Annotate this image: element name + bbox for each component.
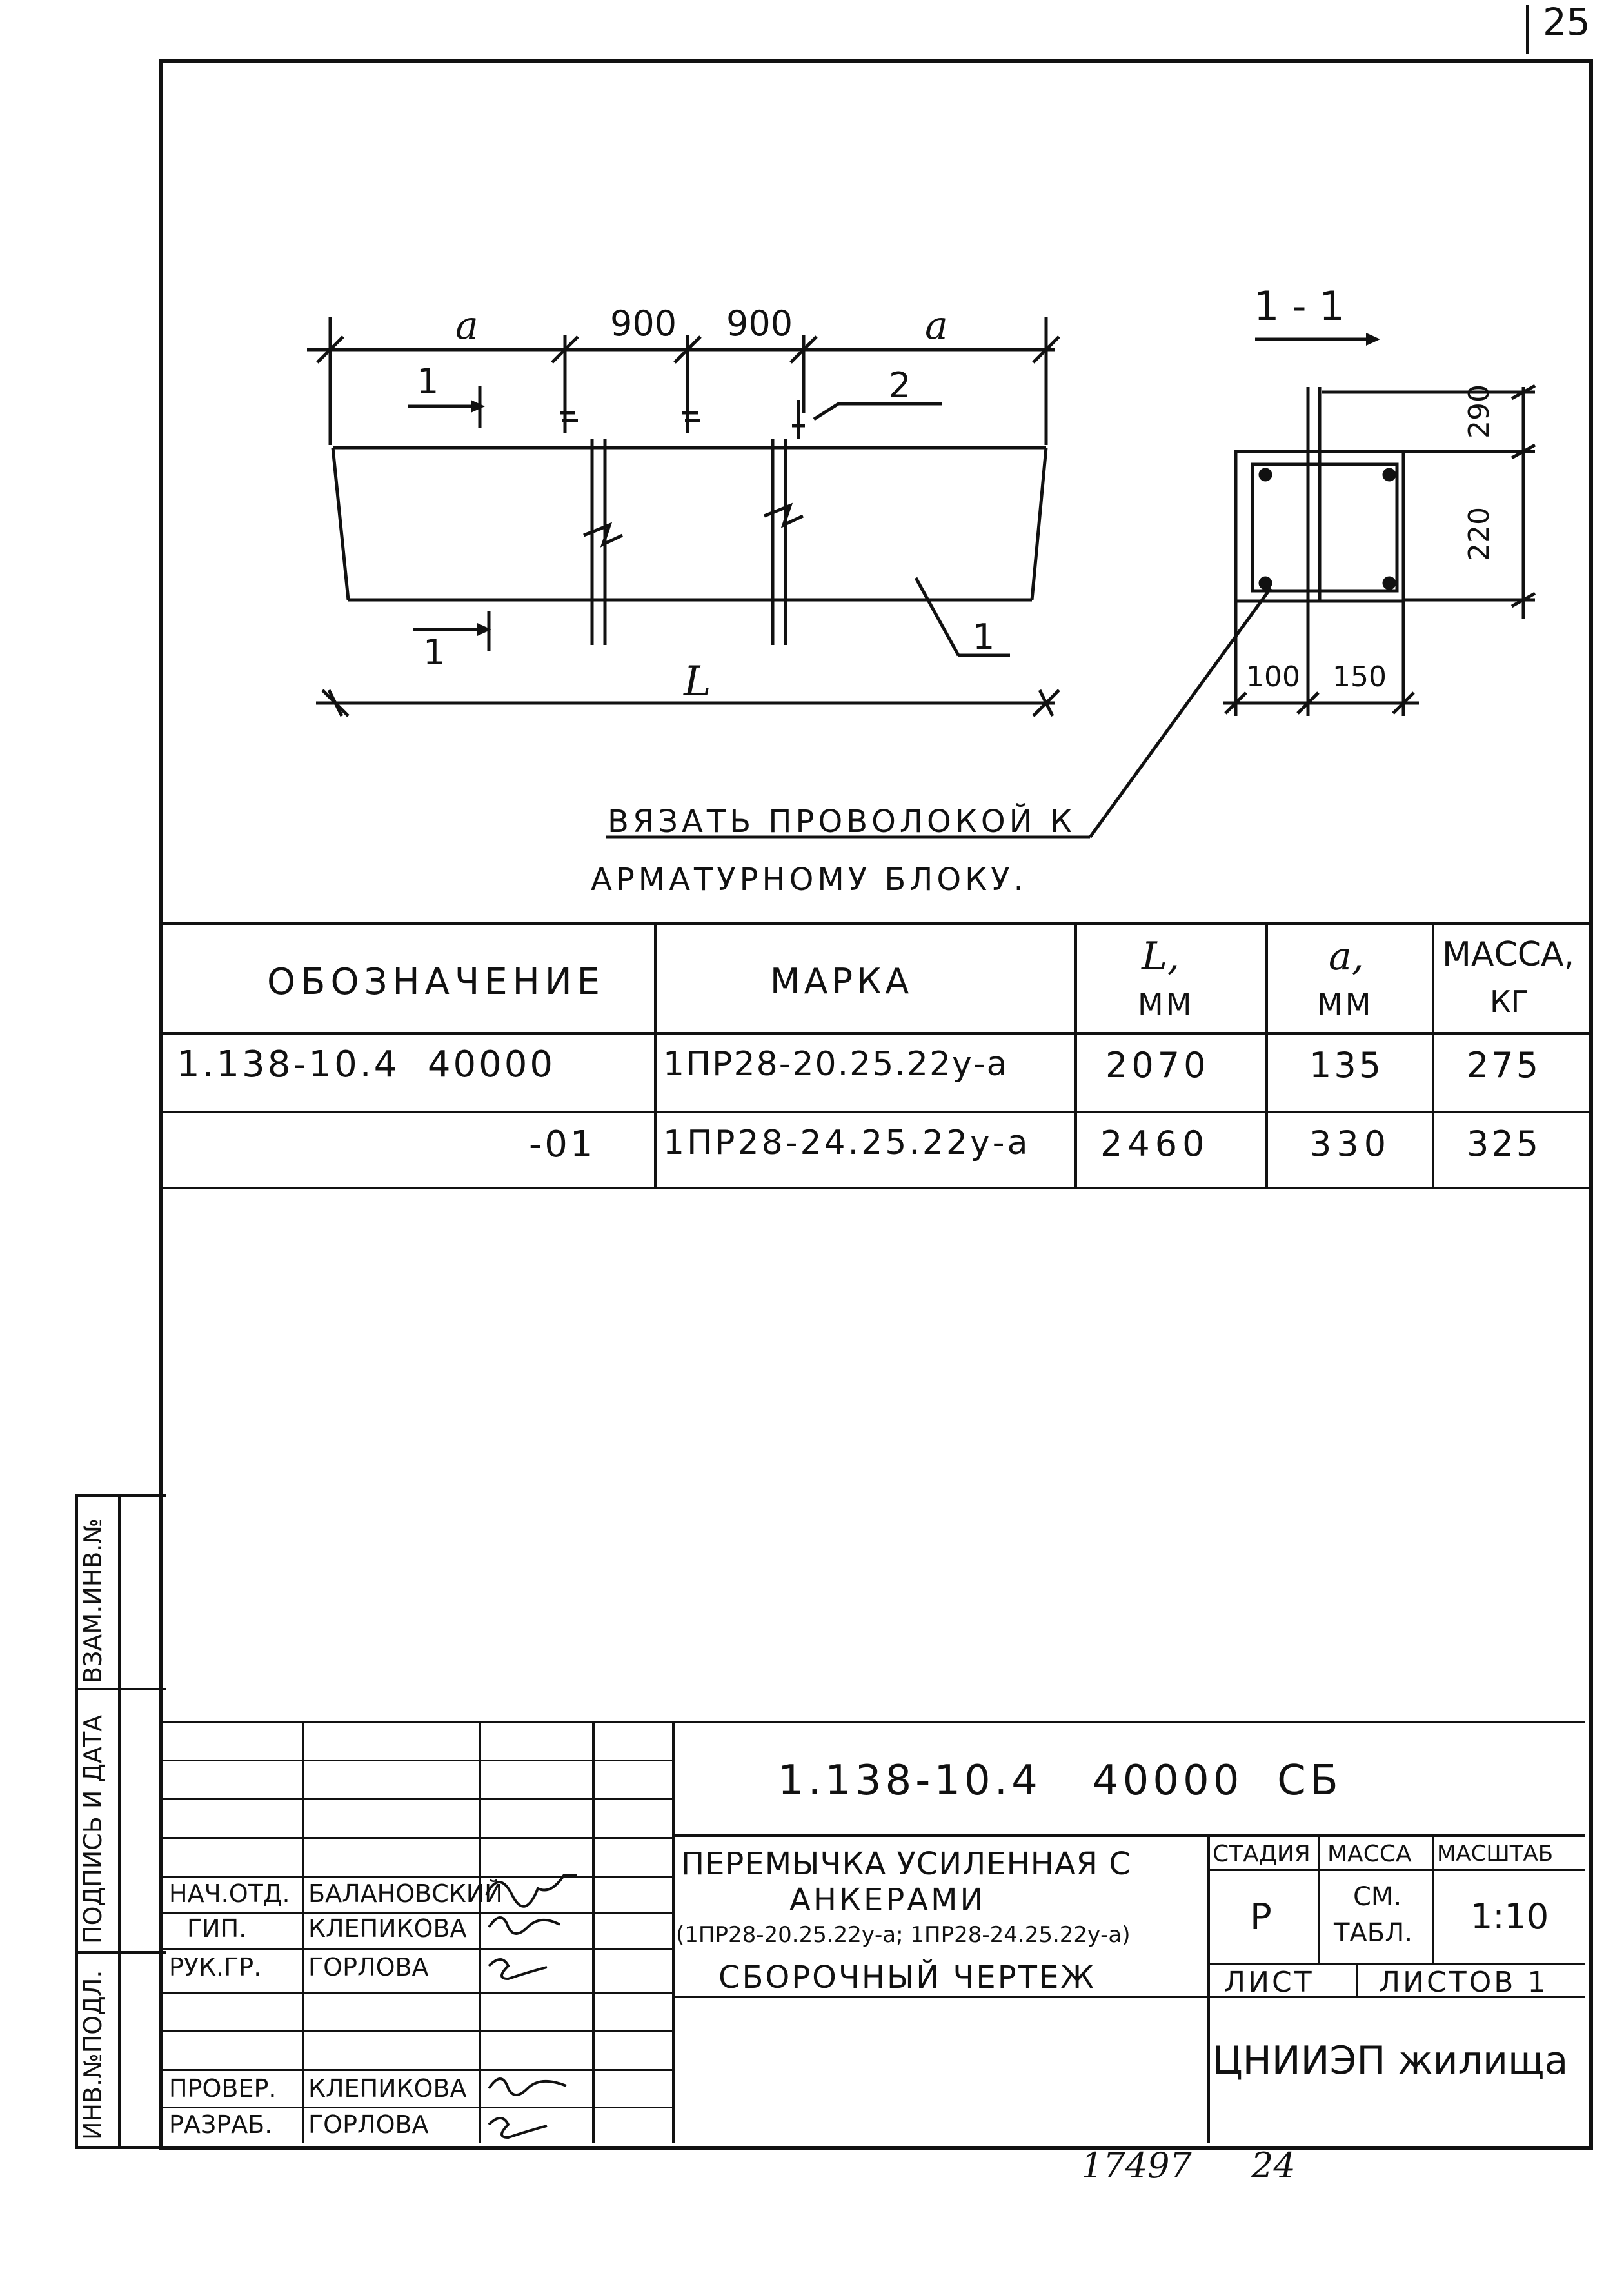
footer-number-1: 17497 bbox=[1081, 2145, 1192, 2186]
tb-row-7 bbox=[163, 1992, 672, 1994]
header-designation: ОБОЗНАЧЕНИЕ bbox=[267, 961, 606, 1003]
row1-mass: 275 bbox=[1467, 1045, 1541, 1085]
mass-value-1: СМ. bbox=[1353, 1882, 1402, 1912]
dim-900-2: 900 bbox=[726, 303, 793, 344]
row1-a: 135 bbox=[1309, 1045, 1384, 1085]
note-line-2: АРМАТУРНОМУ БЛОКУ. bbox=[591, 862, 1027, 898]
section-dim-150: 150 bbox=[1332, 660, 1387, 693]
tb-top-line bbox=[163, 1721, 1585, 1723]
tb-right-col-3 bbox=[1432, 1834, 1434, 1963]
note-line-1: ВЯЗАТЬ ПРОВОЛОКОЙ К bbox=[608, 804, 1076, 840]
page-number: 25 bbox=[1543, 0, 1590, 44]
sheet-label: ЛИСТ bbox=[1224, 1966, 1314, 1999]
callout-1: 1 bbox=[973, 617, 995, 657]
title-line-4: СБОРОЧНЫЙ ЧЕРТЕЖ bbox=[718, 1959, 1096, 1996]
doc-code: 1.138-10.4 40000 СБ bbox=[778, 1757, 1342, 1805]
role-gip: ГИП. bbox=[187, 1914, 247, 1943]
scale-value: 1:10 bbox=[1471, 1896, 1549, 1937]
section-marker-bottom: 1 bbox=[423, 632, 446, 673]
tb-right-row-3 bbox=[1207, 1963, 1585, 1965]
mass-label: МАССА bbox=[1327, 1841, 1412, 1867]
table-col-line-3 bbox=[1265, 922, 1268, 1189]
tb-row-4 bbox=[163, 1876, 672, 1878]
role-prover: ПРОВЕР. bbox=[169, 2074, 277, 2103]
tb-left-col-2 bbox=[479, 1721, 481, 2143]
side-stamp-row-line-1 bbox=[78, 1688, 166, 1690]
section-dim-220: 220 bbox=[1463, 507, 1496, 561]
table-col-line-2 bbox=[1074, 922, 1077, 1189]
row2-L: 2460 bbox=[1100, 1124, 1210, 1164]
role-nach-otd: НАЧ.ОТД. bbox=[169, 1879, 290, 1908]
header-mass-2: КГ bbox=[1490, 984, 1529, 1019]
tb-left-col-3 bbox=[592, 1721, 595, 2143]
spec-table bbox=[159, 922, 1593, 1193]
name-gorlova-1: ГОРЛОВА bbox=[308, 1953, 429, 1981]
row2-a: 330 bbox=[1309, 1124, 1392, 1164]
tb-right-col-4 bbox=[1356, 1963, 1358, 1996]
header-L-2: ММ bbox=[1138, 987, 1194, 1022]
organization: ЦНИИЭП жилища bbox=[1213, 2038, 1569, 2083]
role-ruk-gr: РУК.ГР. bbox=[169, 1953, 262, 1981]
side-sign-date: ПОДПИСЬ И ДАТА bbox=[79, 1714, 107, 1944]
table-col-line-4 bbox=[1432, 922, 1434, 1189]
tb-main-col bbox=[672, 1721, 675, 2143]
tb-left-col-1 bbox=[302, 1721, 304, 2143]
tb-row-10 bbox=[163, 2107, 672, 2108]
header-a-1: a, bbox=[1329, 934, 1364, 979]
beam-drawing bbox=[0, 0, 1624, 929]
title-line-1: ПЕРЕМЫЧКА УСИЛЕННАЯ С bbox=[681, 1846, 1131, 1882]
row2-mass: 325 bbox=[1467, 1124, 1541, 1164]
mass-value-2: ТАБЛ. bbox=[1334, 1918, 1413, 1948]
section-marker-top: 1 bbox=[417, 361, 439, 402]
name-klepikova-2: КЛЕПИКОВА bbox=[308, 2074, 467, 2103]
footer-number-2: 24 bbox=[1251, 2145, 1296, 2186]
row1-mark: 1ПР28-20.25.22у-а bbox=[663, 1045, 1009, 1084]
dim-L: L bbox=[684, 658, 711, 706]
tb-row-1 bbox=[163, 1760, 672, 1761]
table-col-line-1 bbox=[654, 922, 657, 1189]
stage-value: Р bbox=[1250, 1896, 1272, 1938]
tb-row-2 bbox=[163, 1798, 672, 1800]
tb-row-5 bbox=[163, 1912, 672, 1914]
role-razrab: РАЗРАБ. bbox=[169, 2110, 273, 2139]
side-inv-podl: ИНВ.№ПОДЛ. bbox=[79, 1970, 107, 2140]
tb-right-col-2 bbox=[1318, 1834, 1320, 1963]
name-klepikova-1: КЛЕПИКОВА bbox=[308, 1914, 467, 1943]
section-title: 1 - 1 bbox=[1254, 283, 1345, 330]
header-mass-1: МАССА, bbox=[1442, 935, 1575, 974]
header-mark: МАРКА bbox=[770, 961, 913, 1002]
tb-row-8 bbox=[163, 2030, 672, 2032]
row2-mark: 1ПР28-24.25.22у-а bbox=[663, 1124, 1031, 1162]
header-a-2: ММ bbox=[1317, 987, 1374, 1022]
dim-a-left: a bbox=[455, 303, 479, 348]
side-vzam-inv: ВЗАМ.ИНВ.№ bbox=[79, 1518, 107, 1683]
dim-900-1: 900 bbox=[610, 303, 677, 344]
section-dim-290: 290 bbox=[1463, 384, 1496, 439]
table-header-line bbox=[159, 1032, 1593, 1035]
table-row-line bbox=[159, 1111, 1593, 1113]
callout-2: 2 bbox=[889, 365, 911, 406]
table-top-line bbox=[159, 922, 1593, 925]
name-balanovsky: БАЛАНОВСКИЙ bbox=[308, 1879, 503, 1908]
tb-row-6 bbox=[163, 1948, 672, 1950]
side-stamp-col-line bbox=[118, 1497, 121, 2146]
title-block bbox=[163, 1721, 1585, 2143]
tb-row-9 bbox=[163, 2069, 672, 2071]
title-line-2: АНКЕРАМИ bbox=[789, 1882, 986, 1918]
signatures bbox=[482, 1869, 592, 2140]
table-bottom-line bbox=[159, 1187, 1593, 1189]
name-gorlova-2: ГОРЛОВА bbox=[308, 2110, 429, 2139]
tb-row-3 bbox=[163, 1837, 672, 1839]
title-line-3: (1ПР28-20.25.22у-а; 1ПР28-24.25.22у-а) bbox=[676, 1922, 1131, 1948]
scale-label: МАСШТАБ bbox=[1437, 1841, 1554, 1867]
sheets-label: ЛИСТОВ 1 bbox=[1379, 1966, 1549, 1999]
row2-designation: -01 bbox=[529, 1124, 596, 1165]
tb-right-col-1 bbox=[1207, 1834, 1210, 2143]
row1-L: 2070 bbox=[1105, 1045, 1210, 1085]
header-L-1: L, bbox=[1142, 934, 1180, 979]
dim-a-right: a bbox=[925, 303, 948, 348]
section-dim-100: 100 bbox=[1246, 660, 1300, 693]
side-stamp-row-line-2 bbox=[78, 1951, 166, 1954]
tb-right-row-2 bbox=[1207, 1869, 1585, 1871]
stage-label: СТАДИЯ bbox=[1213, 1841, 1311, 1867]
row1-designation: 1.138-10.4 40000 bbox=[177, 1044, 555, 1085]
tb-right-row-1 bbox=[672, 1834, 1585, 1837]
